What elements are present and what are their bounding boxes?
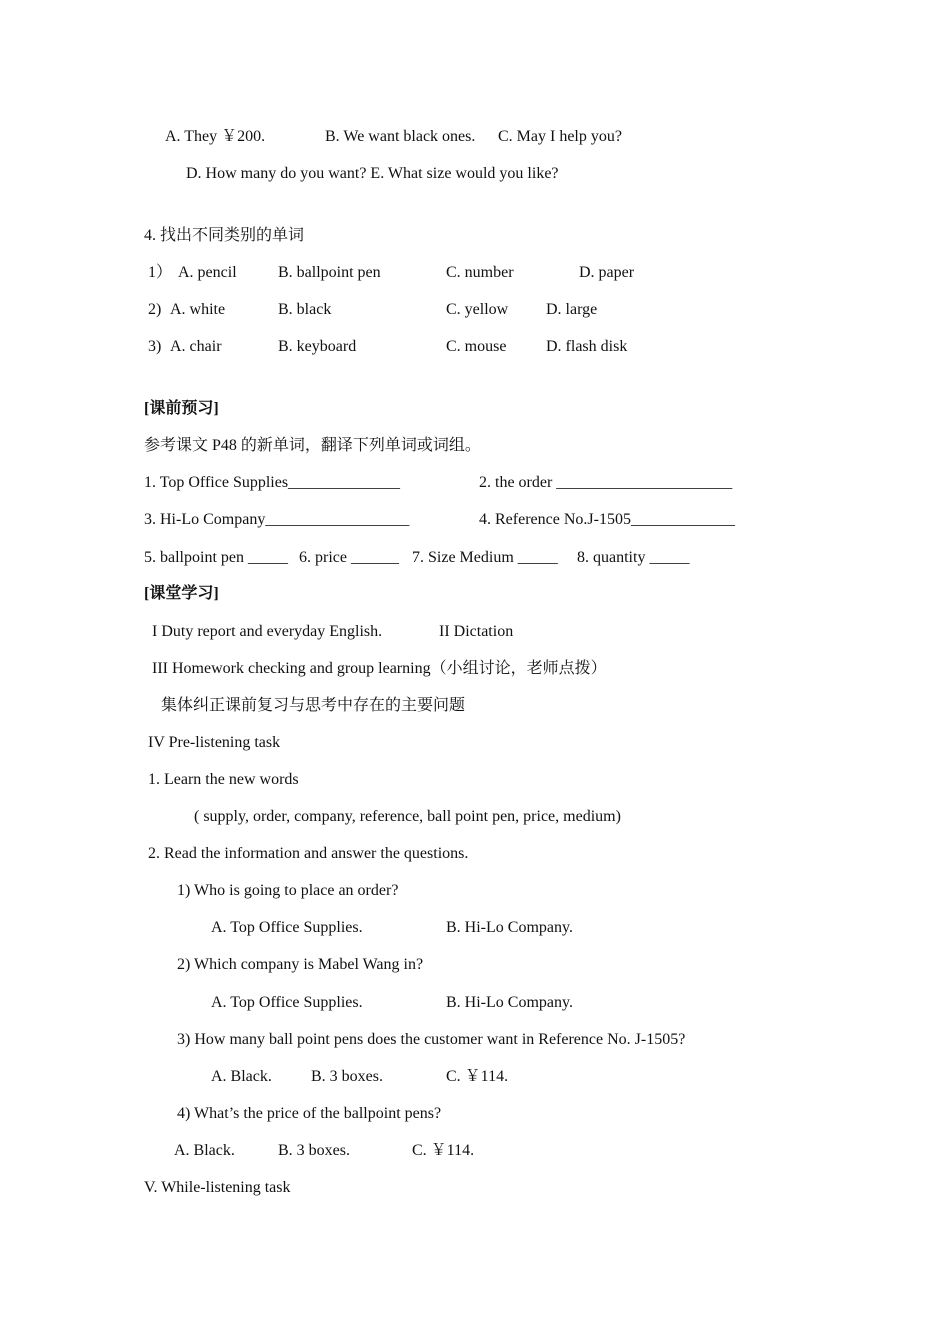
preview-item-8: 8. quantity _____ <box>577 549 690 566</box>
preview-heading: [课前预习] <box>144 400 219 417</box>
q4-row-option: C. number <box>446 264 514 281</box>
step-3: III Homework checking and group learning（小组讨论，老师点拨） <box>152 660 607 677</box>
q4-heading: 4. 找出不同类别的单词 <box>144 227 305 244</box>
q4-row-option: A. white <box>170 301 226 318</box>
question-3-option-c: C. ￥114. <box>446 1068 509 1085</box>
q4-row-option: D. paper <box>579 264 635 281</box>
q4-row-option: C. yellow <box>446 301 509 318</box>
preview-item-5: 5. ballpoint pen _____ <box>144 549 288 566</box>
preview-item-7: 7. Size Medium _____ <box>412 549 558 566</box>
preview-item-2: 2. the order ______________________ <box>479 474 733 491</box>
q4-row-option: D. large <box>546 301 598 318</box>
question-3: 3) How many ball point pens does the customer want in Reference No. J-1505? <box>177 1031 686 1048</box>
question-3-option-a: A. Black. <box>211 1068 272 1085</box>
question-1-option-b: B. Hi-Lo Company. <box>446 919 573 936</box>
step-1: I Duty report and everyday English. <box>152 623 383 640</box>
q4-row-number: 1） <box>148 264 173 281</box>
question-1: 1) Who is going to place an order? <box>177 882 399 899</box>
preview-item-4: 4. Reference No.J-1505_____________ <box>479 511 735 528</box>
learn-words-title: 1. Learn the new words <box>148 771 299 788</box>
step-3-note: 集体纠正课前复习与思考中存在的主要问题 <box>161 697 466 714</box>
q4-row-option: B. black <box>278 301 332 318</box>
step-4: IV Pre-listening task <box>148 734 281 751</box>
question-4-option-c: C. ￥114. <box>412 1142 475 1159</box>
q4-row-option: A. chair <box>170 338 222 355</box>
q4-row-option: B. ballpoint pen <box>278 264 381 281</box>
question-4-option-a: A. Black. <box>174 1142 235 1159</box>
q4-row-option: B. keyboard <box>278 338 357 355</box>
question-1-option-a: A. Top Office Supplies. <box>211 919 363 936</box>
question-3-option-b: B. 3 boxes. <box>311 1068 383 1085</box>
q3-option-c: C. May I help you? <box>498 128 622 145</box>
q4-row-option: D. flash disk <box>546 338 628 355</box>
question-2: 2) Which company is Mabel Wang in? <box>177 956 424 973</box>
q4-row-option: C. mouse <box>446 338 507 355</box>
question-2-option-a: A. Top Office Supplies. <box>211 994 363 1011</box>
question-4: 4) What’s the price of the ballpoint pens? <box>177 1105 442 1122</box>
preview-item-3: 3. Hi-Lo Company__________________ <box>144 511 410 528</box>
new-words-list: ( supply, order, company, reference, ball point pen, price, medium) <box>194 808 621 825</box>
q3-option-a: A. They ￥200. <box>165 128 266 145</box>
question-2-option-b: B. Hi-Lo Company. <box>446 994 573 1011</box>
read-instruction: 2. Read the information and answer the questions. <box>148 845 469 862</box>
step-2: II Dictation <box>439 623 514 640</box>
preview-item-1: 1. Top Office Supplies______________ <box>144 474 401 491</box>
preview-item-6: 6. price ______ <box>299 549 399 566</box>
q3-option-d-e: D. How many do you want? E. What size would you like? <box>186 165 559 182</box>
question-4-option-b: B. 3 boxes. <box>278 1142 350 1159</box>
q3-option-b: B. We want black ones. <box>325 128 476 145</box>
preview-instruction: 参考课文 P48 的新单词，翻译下列单词或词组。 <box>144 437 481 454</box>
q4-row-number: 2) <box>148 301 162 318</box>
q4-row-option: A. pencil <box>178 264 237 281</box>
classroom-heading: [课堂学习] <box>144 585 219 602</box>
q4-row-number: 3) <box>148 338 162 355</box>
step-5: V. While-listening task <box>144 1179 291 1196</box>
